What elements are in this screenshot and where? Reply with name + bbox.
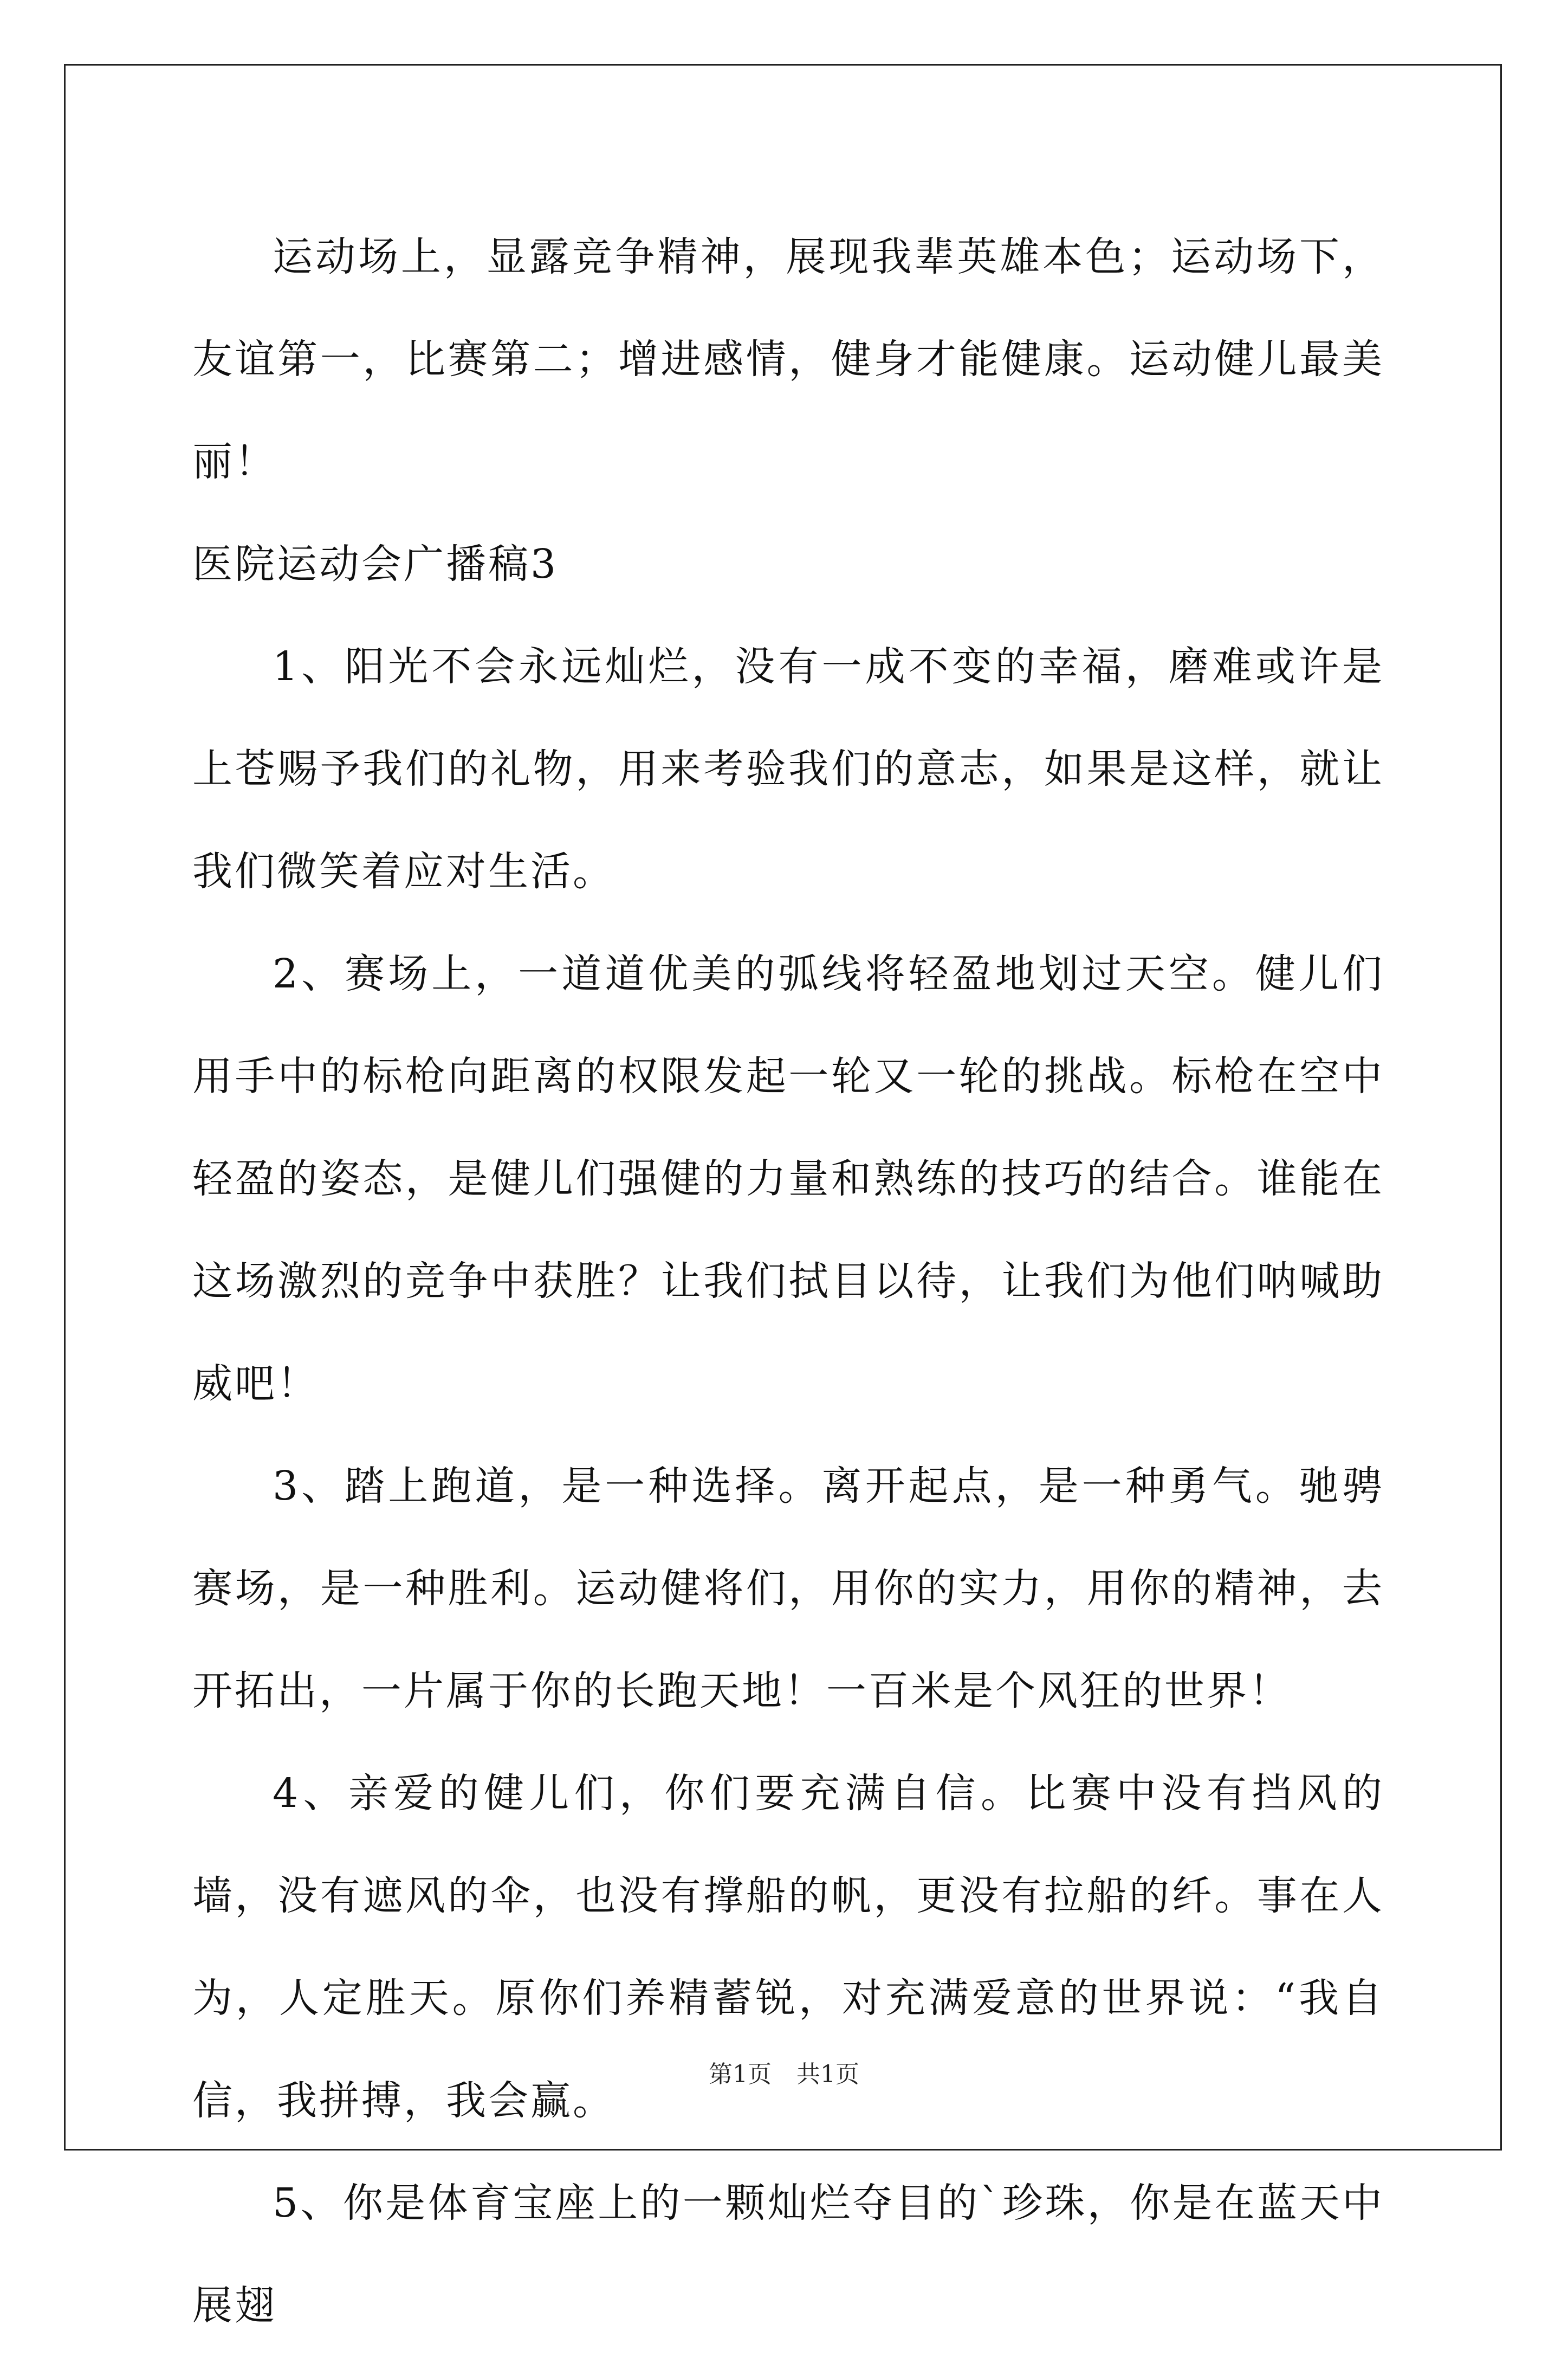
paragraph-item-4: 4、亲爱的健儿们，你们要充满自信。比赛中没有挡风的墙，没有遮风的伞，也没有撑船的帆，更没有拉船的纤。事在人为，人定胜天。原你们养精蓄锐，对充满爱意的世界说：“我自信，我拼搏，我会赢。 [192,1770,1384,2124]
page-total: 共1页 [796,2061,859,2088]
paragraph-item-2: 2、赛场上，一道道优美的弧线将轻盈地划过天空。健儿们用手中的标枪向距离的权限发起一轮又一轮的挑战。标枪在空中轻盈的姿态，是健儿们强健的力量和熟练的技巧的结合。谁能在这场激烈的竞争中获胜？让我们拭目以待，让我们为他们呐喊助威吧！ [192,951,1384,1407]
paragraph-intro: 运动场上，显露竞争精神，展现我辈英雄本色；运动场下，友谊第一，比赛第二；增进感情，健身才能健康。运动健儿最美丽！ [192,234,1384,485]
paragraph-item-5: 5、你是体育宝座上的一颗灿烂夺目的`珍珠，你是在蓝天中展翅 [192,2180,1384,2329]
paragraph-item-1: 1、阳光不会永远灿烂，没有一成不变的幸福，磨难或许是上苍赐予我们的礼物，用来考验我们的意志，如果是这样，就让我们微笑着应对生活。 [192,643,1384,895]
page-number: 第1页 [709,2061,772,2088]
section-heading: 医院运动会广播稿3 [192,541,559,587]
document-body [192,206,1384,2357]
paragraph-item-3: 3、踏上跑道，是一种选择。离开起点，是一种勇气。驰骋赛场，是一种胜利。运动健将们，用你的实力，用你的精神，去开拓出，一片属于你的长跑天地！一百米是个风狂的世界！ [192,1463,1384,1714]
page-footer [0,2058,1568,2091]
